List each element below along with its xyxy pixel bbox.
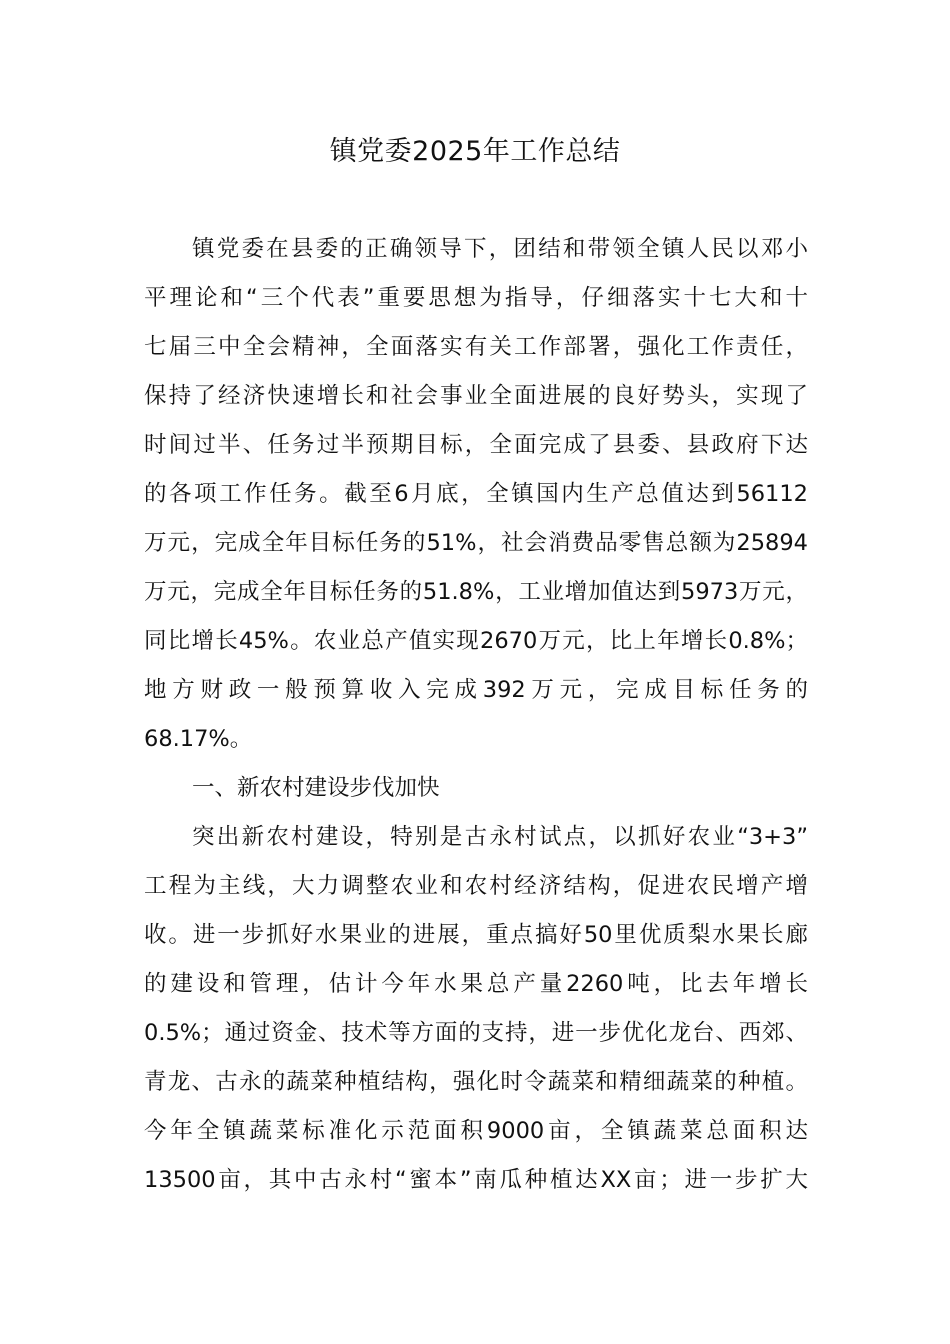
paragraph-line: 的各项工作任务。截至6月底，全镇国内生产总值达到56112 xyxy=(144,481,808,507)
paragraph-line: 保持了经济快速增长和社会事业全面进展的良好势头，实现了 xyxy=(144,383,808,409)
paragraph-line: 万元，完成全年目标任务的51%，社会消费品零售总额为25894 xyxy=(144,530,808,556)
paragraph-line: 青龙、古永的蔬菜种植结构，强化时令蔬菜和精细蔬菜的种植。 xyxy=(144,1069,808,1095)
paragraph-line: 同比增长45%。农业总产值实现2670万元，比上年增长0.8%； xyxy=(144,628,808,654)
paragraph-line: 镇党委在县委的正确领导下，团结和带领全镇人民以邓小 xyxy=(192,236,808,262)
paragraph-line: 时间过半、任务过半预期目标，全面完成了县委、县政府下达 xyxy=(144,432,808,458)
paragraph-line: 万元，完成全年目标任务的51.8%，工业增加值达到5973万元， xyxy=(144,579,808,605)
document-body xyxy=(144,225,808,1205)
paragraph-line: 的建设和管理，估计今年水果总产量2260吨，比去年增长 xyxy=(144,971,808,997)
document-title: 镇党委2025年工作总结 xyxy=(329,136,621,167)
section-heading: 一、新农村建设步伐加快 xyxy=(192,775,440,801)
paragraph-line: 今年全镇蔬菜标准化示范面积9000亩，全镇蔬菜总面积达 xyxy=(144,1118,808,1144)
paragraph-line: 13500亩，其中古永村“蜜本”南瓜种植达XX亩；进一步扩大 xyxy=(144,1167,808,1193)
paragraph-line: 突出新农村建设，特别是古永村试点，以抓好农业“3+3” xyxy=(192,824,808,850)
paragraph-line: 收。进一步抓好水果业的进展，重点搞好50里优质梨水果长廊 xyxy=(144,922,808,948)
paragraph-line: 地方财政一般预算收入完成392万元，完成目标任务的 xyxy=(144,677,808,703)
paragraph-line: 0.5%；通过资金、技术等方面的支持，进一步优化龙台、西郊、 xyxy=(144,1020,808,1046)
paragraph-line: 68.17%。 xyxy=(144,726,253,752)
paragraph-line: 平理论和“三个代表”重要思想为指导，仔细落实十七大和十 xyxy=(144,285,808,311)
paragraph-line: 七届三中全会精神，全面落实有关工作部署，强化工作责任， xyxy=(144,334,808,360)
paragraph-line: 工程为主线，大力调整农业和农村经济结构，促进农民增产增 xyxy=(144,873,808,899)
